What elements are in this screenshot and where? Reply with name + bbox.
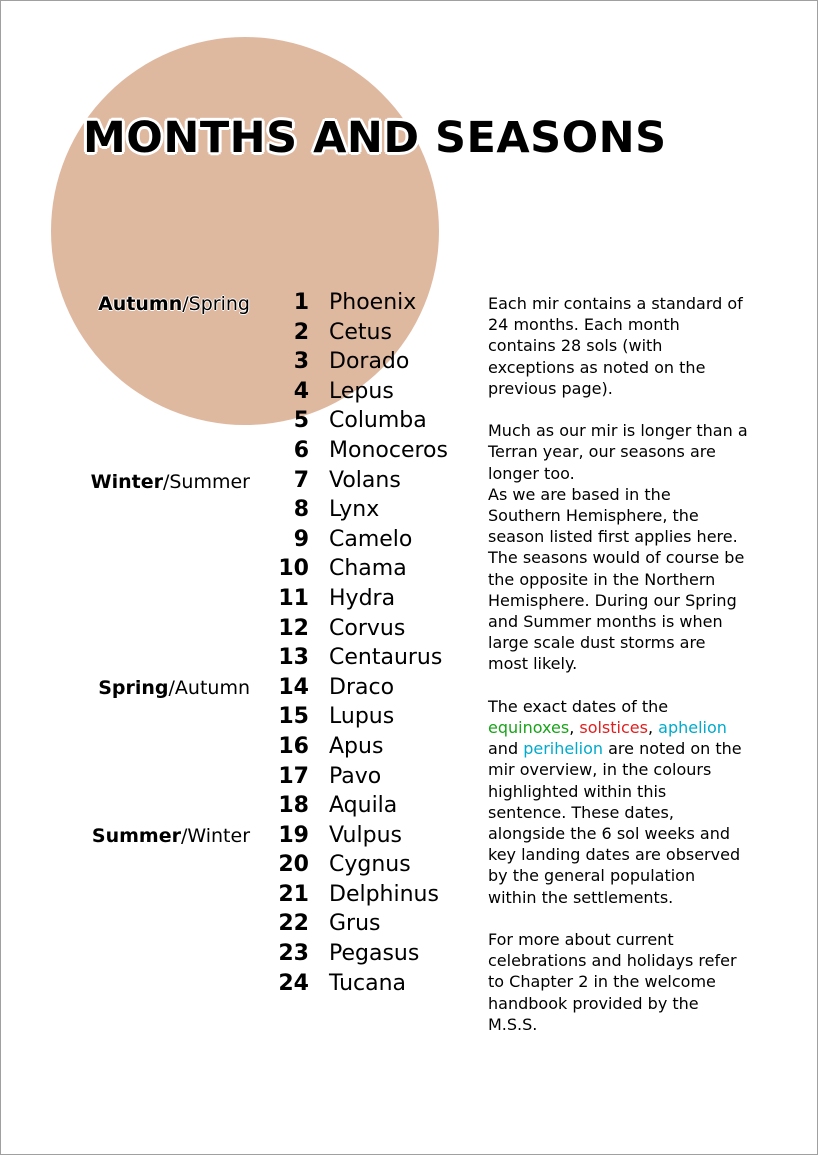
month-number: 9 [293, 526, 309, 552]
month-name: Camelo [329, 526, 413, 552]
season-first: Autumn [98, 293, 183, 315]
season-label-winter-summer [91, 471, 250, 493]
month-row [271, 379, 448, 409]
month-number: 7 [293, 467, 309, 493]
month-name: Lynx [329, 497, 380, 523]
month-number: 15 [278, 704, 309, 730]
month-name: Pegasus [329, 941, 420, 967]
month-number: 4 [293, 378, 309, 404]
month-name: Monoceros [329, 437, 448, 463]
month-row [271, 852, 448, 882]
comma: , [569, 718, 580, 738]
month-number: 23 [278, 941, 309, 967]
description-column [488, 293, 748, 1056]
season-second: Autumn [174, 677, 250, 699]
equinoxes-highlight: equinoxes [488, 718, 570, 738]
season-label-summer-winter [92, 825, 250, 847]
month-row [271, 556, 448, 586]
season-label-spring-autumn [98, 677, 250, 699]
month-row [271, 793, 448, 823]
season-first: Winter [90, 471, 163, 493]
and-text: and [488, 739, 524, 759]
season-second: Spring [188, 293, 250, 315]
month-name: Dorado [329, 349, 410, 375]
month-row [271, 823, 448, 853]
season-first: Summer [91, 825, 181, 847]
month-row [271, 290, 448, 320]
month-row [271, 882, 448, 912]
month-row [271, 675, 448, 705]
dates-rest: are noted on the mir overview, in the colours highlighted within this sentence. These dates, alongside the 6 sol weeks and key landing dates are observed by the general population within the settlements. [488, 739, 742, 907]
season-separator: / [168, 677, 175, 699]
month-row [271, 497, 448, 527]
month-number: 19 [278, 822, 309, 848]
month-number: 6 [293, 437, 309, 463]
page-title: MONTHS AND SEASONS [83, 113, 667, 163]
month-number: 14 [278, 674, 309, 700]
month-row [271, 734, 448, 764]
month-name: Draco [329, 674, 395, 700]
month-name: Lupus [329, 704, 395, 730]
month-row [271, 349, 448, 379]
month-row [271, 911, 448, 941]
paragraph-months: Each mir contains a standard of 24 months. Each month contains 28 sols (with exceptions as noted on the previous page). [488, 294, 743, 398]
month-row [271, 527, 448, 557]
month-number: 10 [278, 556, 309, 582]
month-row [271, 468, 448, 498]
month-name: Hydra [329, 585, 396, 611]
aphelion-highlight: aphelion [658, 718, 727, 738]
month-number: 16 [278, 733, 309, 759]
comma: , [647, 718, 659, 738]
month-name: Apus [329, 733, 384, 759]
month-number: 17 [278, 763, 309, 789]
month-name: Lepus [329, 378, 394, 404]
month-number: 1 [293, 290, 309, 315]
paragraph-celebrations: For more about current celebrations and holidays refer to Chapter 2 in the welcome handbook provided by the M.S.S. [488, 930, 737, 1034]
month-number: 24 [278, 970, 309, 996]
month-row [271, 438, 448, 468]
month-name: Centaurus [329, 645, 443, 671]
month-name: Cygnus [329, 852, 411, 878]
month-row [271, 704, 448, 734]
month-name: Cetus [329, 319, 392, 345]
month-name: Delphinus [329, 881, 439, 907]
month-number: 11 [278, 585, 309, 611]
season-label-autumn-spring [98, 293, 250, 315]
month-number: 18 [278, 793, 309, 819]
month-name: Aquila [329, 793, 398, 819]
season-second: Winter [187, 825, 250, 847]
month-name: Chama [329, 556, 407, 582]
dates-intro: The exact dates of the [488, 696, 669, 716]
season-first: Spring [98, 677, 169, 699]
paragraph-dates [488, 696, 748, 908]
month-number: 2 [293, 319, 309, 345]
season-second: Summer [169, 471, 250, 493]
month-row [271, 616, 448, 646]
month-number: 5 [293, 408, 309, 434]
month-row [271, 408, 448, 438]
month-number: 20 [278, 852, 309, 878]
perihelion-highlight: perihelion [523, 739, 604, 759]
season-separator: / [180, 825, 188, 847]
month-name: Pavo [329, 763, 382, 789]
month-name: Grus [329, 911, 381, 937]
month-number: 21 [278, 881, 309, 907]
month-row [271, 971, 448, 1001]
month-number: 8 [293, 497, 309, 523]
month-row [271, 586, 448, 616]
month-number: 3 [293, 349, 309, 375]
month-number: 22 [278, 911, 309, 937]
month-name: Tucana [329, 970, 407, 996]
month-number: 12 [278, 615, 309, 641]
month-row [271, 764, 448, 794]
season-separator: / [162, 471, 170, 493]
month-name: Columba [329, 408, 427, 434]
month-name: Vulpus [329, 822, 402, 848]
month-name: Corvus [329, 615, 406, 641]
month-row [271, 645, 448, 675]
month-list [271, 290, 448, 1000]
month-name: Volans [329, 467, 401, 493]
month-row [271, 941, 448, 971]
season-separator: / [182, 293, 189, 315]
month-name: Phoenix [329, 290, 417, 315]
month-row [271, 320, 448, 350]
solstices-highlight: solstices [579, 718, 648, 738]
month-number: 13 [278, 645, 309, 671]
paragraph-seasons: Much as our mir is longer than a Terran year, our seasons are longer too. As we are based in the Southern Hemisphere, the season listed first applies here. The seasons would of course be the opposite in the Northern Hemisphere. During our Spring and Summer months is when large scale dust storms are most likely. [488, 421, 748, 674]
